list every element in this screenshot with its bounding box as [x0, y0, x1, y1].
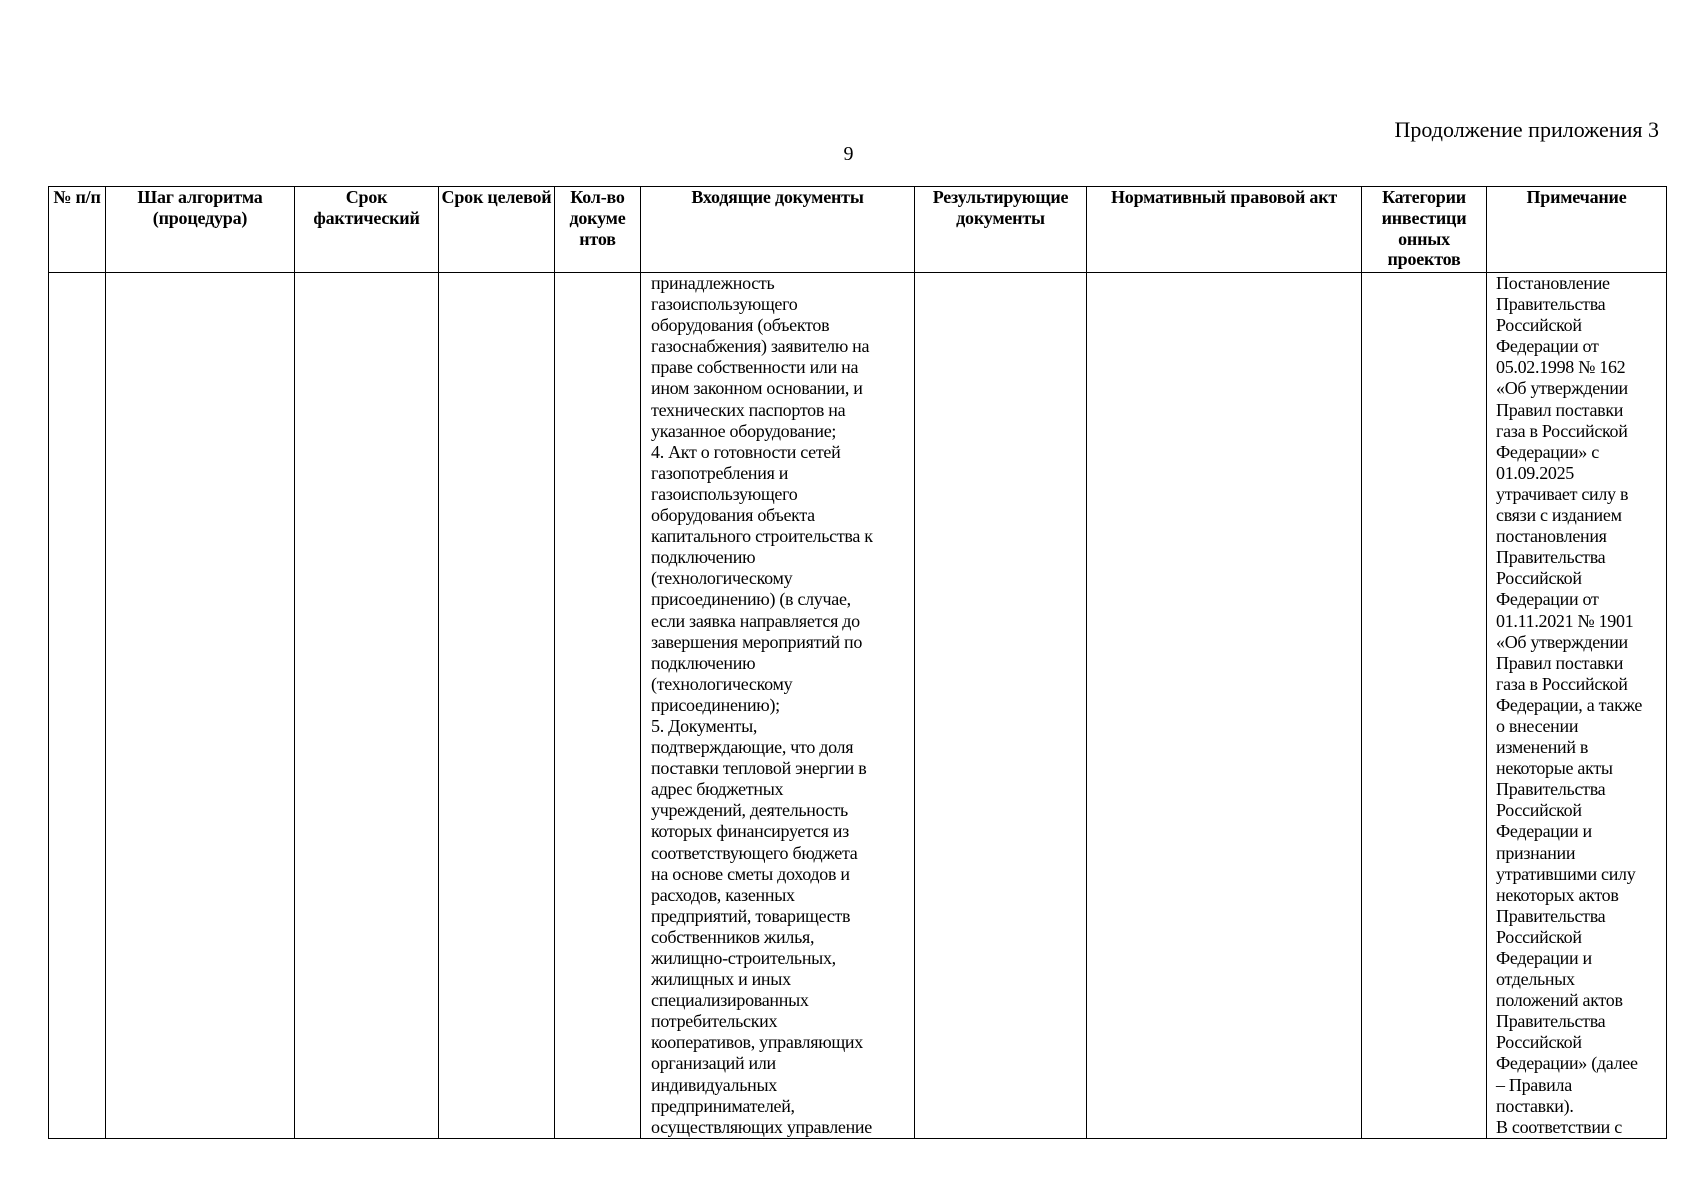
header-row	[49, 187, 1667, 273]
cell-term-actual	[295, 273, 439, 1139]
column-header-number: № п/п	[49, 187, 106, 273]
page-number: 9	[843, 143, 854, 165]
column-header-note: Примечание	[1487, 187, 1667, 273]
cell-note: Постановление Правительства Российской Федерации от 05.02.1998 № 162 «Об утверждении Правил поставки газа в Российской Федерации» с 01.09.2025 утрачивает силу в связи с изданием постановления Правительства Российской Федерации от 01.11.2021 № 1901 «Об утверждении Правил поставки газа в Российской Федерации, а также о внесении изменений в некоторые акты Правительства Российской Федерации и признании утратившими силу некоторых актов Правительства Российской Федерации и отдельных положений актов Правительства Российской Федерации» (далее – Правила поставки). В соответствии с	[1487, 273, 1667, 1139]
appendix-continuation-label: Продолжение приложения 3	[1394, 117, 1659, 142]
column-header-investment-categories: Категории инвестици онных проектов	[1362, 187, 1487, 273]
table-body	[49, 273, 1667, 1139]
cell-investment-categories	[1362, 273, 1487, 1139]
algorithm-table	[48, 186, 1667, 1139]
column-header-term-actual: Срок фактический	[295, 187, 439, 273]
column-header-result-documents: Результирующие документы	[915, 187, 1087, 273]
cell-number	[49, 273, 106, 1139]
column-header-legal-act: Нормативный правовой акт	[1087, 187, 1362, 273]
column-header-doc-count: Кол-во докуме нтов	[555, 187, 641, 273]
column-header-term-target: Срок целевой	[439, 187, 555, 273]
cell-step	[106, 273, 295, 1139]
table-row	[49, 273, 1667, 1139]
cell-result-documents	[915, 273, 1087, 1139]
cell-doc-count	[555, 273, 641, 1139]
cell-legal-act	[1087, 273, 1362, 1139]
column-header-step: Шаг алгоритма (процедура)	[106, 187, 295, 273]
cell-term-target	[439, 273, 555, 1139]
column-header-incoming-documents: Входящие документы	[641, 187, 915, 273]
cell-incoming-documents: принадлежность газоиспользующего оборудования (объектов газоснабжения) заявителю на праве собственности или на ином законном основании, и технических паспортов на указанное оборудование; 4. Акт о готовности сетей газопотребления и газоиспользующего оборудования объекта капитального строительства к подключению (технологическому присоединению) (в случае, если заявка направляется до завершения мероприятий по подключению (технологическому присоединению); 5. Документы, подтверждающие, что доля поставки тепловой энергии в адрес бюджетных учреждений, деятельность которых финансируется из соответствующего бюджета на основе сметы доходов и расходов, казенных предприятий, товариществ собственников жилья, жилищно-строительных, жилищных и иных специализированных потребительских кооперативов, управляющих организаций или индивидуальных предпринимателей, осуществляющих управление	[641, 273, 915, 1139]
table-header	[49, 187, 1667, 273]
